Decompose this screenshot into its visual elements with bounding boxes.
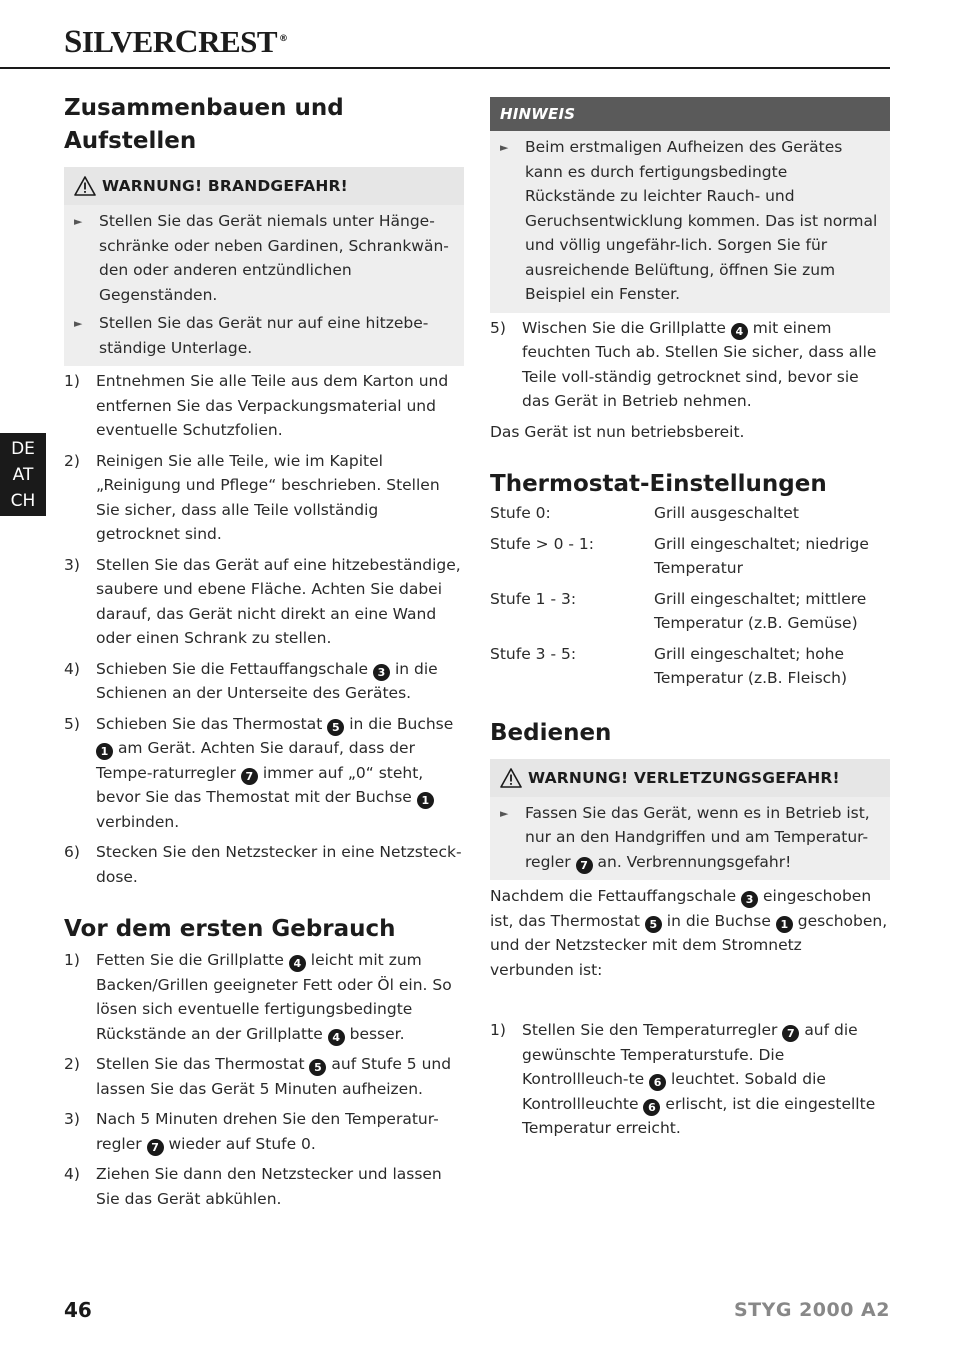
language-tab bbox=[0, 433, 46, 516]
section-title-thermostat: Thermostat-Einstellungen bbox=[490, 471, 827, 497]
operation-step-1: 1) Stellen Sie den Temperaturregler 7 auf die gewünschte Temperaturstufe. Die Kontrollleuch-te 6 leuchtet. Sobald die Kontrollleuchte 6 erlischt, ist die eingestellte Temperatur erreicht. bbox=[490, 1021, 876, 1137]
warning-bullet: ► Stellen Sie das Gerät nur auf eine hitzebe-ständige Unterlage. bbox=[74, 311, 452, 360]
first-use-step-3: 3) Nach 5 Minuten drehen Sie den Temperatur-regler 7 wieder auf Stufe 0. bbox=[64, 1110, 439, 1154]
part-number-badge: 5 bbox=[327, 719, 344, 736]
part-number-badge: 3 bbox=[741, 891, 758, 908]
thermostat-row: Stufe > 0 - 1: Grill eingeschaltet; niedrige Temperatur bbox=[490, 534, 869, 577]
assembly-step-3: 3) Stellen Sie das Gerät auf eine hitzebeständige, saubere und ebene Fläche. Achten Sie dabei darauf, das Gerät nicht direkt an eine Wand oder einen Schrank zu stellen. bbox=[64, 555, 461, 647]
assembly-step-1: 1) Entnehmen Sie alle Teile aus dem Karton und entfernen Sie das Verpackungsmaterial und eventuelle Schutzfolien. bbox=[64, 372, 449, 439]
hinweis-body bbox=[490, 131, 890, 313]
part-number-badge: 5 bbox=[309, 1059, 326, 1076]
warning-header bbox=[64, 167, 464, 205]
warning-header bbox=[490, 759, 890, 797]
part-number-badge: 1 bbox=[776, 916, 793, 933]
part-number-badge: 7 bbox=[241, 768, 258, 785]
injury-warning-box bbox=[490, 759, 890, 881]
lang-ch: CH bbox=[10, 491, 36, 511]
part-number-badge: 7 bbox=[147, 1139, 164, 1156]
thermostat-row: Stufe 1 - 3: Grill eingeschaltet; mittlere Temperatur (z.B. Gemüse) bbox=[490, 589, 867, 632]
part-number-badge: 1 bbox=[417, 792, 434, 809]
warning-body bbox=[64, 205, 464, 366]
bullet-arrow-icon: ► bbox=[500, 806, 509, 820]
part-number-badge: 4 bbox=[731, 323, 748, 340]
right-column bbox=[490, 97, 890, 1141]
warning-body bbox=[490, 797, 890, 881]
first-use-step-2: 2) Stellen Sie das Thermostat 5 auf Stufe 5 und lassen Sie das Gerät 5 Minuten aufheizen. bbox=[64, 1055, 452, 1098]
page-number: 46 bbox=[64, 1298, 92, 1322]
hinweis-bullet: ► Beim erstmaligen Aufheizen des Gerätes kann es durch fertigungsbedingte Rückstände zu leichter Rauch- und Geruchsentwicklung kommen. Das ist normal und völlig ungefähr-lich. Sorgen Sie für ausreichende Belüftung, öffnen Sie zum Beispiel ein Fenster. bbox=[500, 135, 878, 307]
lang-at: AT bbox=[12, 465, 34, 485]
warning-label: WARNUNG! BRANDGEFAHR! bbox=[102, 177, 348, 195]
ready-note: Das Gerät ist nun betriebsbereit. bbox=[490, 422, 745, 441]
warning-triangle-icon bbox=[74, 176, 96, 196]
assembly-step-2: 2) Reinigen Sie alle Teile, wie im Kapitel „Reinigung und Pflege“ beschrieben. Stellen Sie sicher, dass alle Teile vollständig getrocknet sind. bbox=[64, 451, 440, 543]
warning-label: WARNUNG! VERLETZUNGSGEFAHR! bbox=[528, 768, 840, 787]
part-number-badge: 1 bbox=[96, 743, 113, 760]
model-number: STYG 2000 A2 bbox=[733, 1299, 890, 1321]
part-number-badge: 7 bbox=[576, 857, 593, 874]
warning-bullet: ► Stellen Sie das Gerät niemals unter Hänge-schränke oder neben Gardinen, Schrankwän-den oder anderen entzündlichen Gegenständen. bbox=[74, 209, 452, 307]
part-number-badge: 4 bbox=[289, 955, 306, 972]
bullet-arrow-icon: ► bbox=[74, 317, 83, 330]
bullet-arrow-icon: ► bbox=[500, 141, 509, 154]
part-number-badge: 6 bbox=[649, 1074, 666, 1091]
brand-logo: SILVERCREST ® bbox=[64, 24, 288, 60]
hinweis-header: HINWEIS bbox=[490, 97, 890, 131]
warning-triangle-icon bbox=[500, 768, 522, 788]
assembly-step-5: 5) Schieben Sie das Thermostat 5 in die Buchse 1 am Gerät. Achten Sie darauf, dass der Tempe-raturregler 7 immer auf „0“ steht, bevor Sie das Themostat mit der Buchse 1 verbinden. bbox=[64, 714, 454, 831]
fire-warning-box bbox=[64, 167, 464, 366]
assembly-step-6: 6) Stecken Sie den Netzstecker in eine Netzsteck-dose. bbox=[64, 843, 462, 886]
section-title-operation: Bedienen bbox=[490, 719, 612, 746]
left-column bbox=[64, 92, 464, 1211]
thermostat-row: Stufe 0: Grill ausgeschaltet bbox=[490, 504, 799, 522]
assembly-step-4: 4) Schieben Sie die Fettauffangschale 3 in die Schienen an der Unterseite des Gerätes. bbox=[64, 659, 438, 702]
bullet-arrow-icon: ► bbox=[74, 215, 83, 228]
section-title-assembly: Zusammenbauen und Aufstellen bbox=[64, 95, 344, 154]
warning-bullet: ► Fassen Sie das Gerät, wenn es in Betrieb ist, nur an den Handgriffen und am Temperatur-regler 7 an. Verbrennungsgefahr! bbox=[500, 801, 878, 875]
header-divider bbox=[0, 67, 890, 69]
part-number-badge: 5 bbox=[645, 916, 662, 933]
first-use-step-5: 5) Wischen Sie die Grillplatte 4 mit einem feuchten Tuch ab. Stellen Sie sicher, dass alle Teile voll-ständig getrocknet sind, bevor sie das Gerät in Betrieb nehmen. bbox=[490, 318, 877, 410]
operation-intro: Nachdem die Fettauffangschale 3 eingeschoben ist, das Thermostat 5 in die Buchse 1 geschoben, und der Netzstecker mit dem Stromnetz verbunden ist: bbox=[490, 887, 888, 979]
first-use-step-1: 1) Fetten Sie die Grillplatte 4 leicht mit zum Backen/Grillen geeigneter Fett oder Öl ein. So lösen sich eventuelle fertigungsbedingte Rückstände an der Grillplatte 4 besser. bbox=[64, 951, 452, 1044]
section-title-first-use: Vor dem ersten Gebrauch bbox=[64, 916, 396, 942]
part-number-badge: 6 bbox=[643, 1099, 660, 1116]
hinweis-box bbox=[490, 97, 890, 313]
part-number-badge: 4 bbox=[328, 1029, 345, 1046]
lang-de: DE bbox=[11, 439, 35, 459]
first-use-step-4: 4) Ziehen Sie dann den Netzstecker und lassen Sie das Gerät abkühlen. bbox=[64, 1165, 442, 1208]
part-number-badge: 3 bbox=[373, 664, 390, 681]
thermostat-row: Stufe 3 - 5: Grill eingeschaltet; hohe Temperatur (z.B. Fleisch) bbox=[490, 644, 848, 687]
part-number-badge: 7 bbox=[782, 1025, 799, 1042]
